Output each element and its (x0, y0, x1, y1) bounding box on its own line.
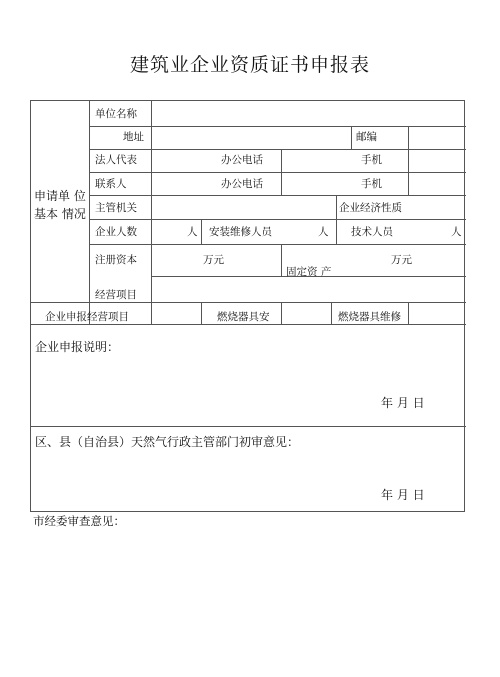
address-label: 地址 (123, 131, 144, 143)
postcode-label: 邮编 (356, 131, 377, 143)
date-label: 年 月 日 (381, 488, 425, 502)
employees-label: 企业人数 (95, 226, 137, 238)
col-divider (408, 149, 409, 195)
col-divider (281, 302, 282, 324)
technicians-unit: 人 (451, 226, 462, 238)
county-opinion-label: 区、县（自治县）天然气行政主管部门初审意见： (35, 435, 300, 449)
installers-label: 安装维修人员 (209, 226, 272, 238)
col-divider (408, 302, 409, 324)
unit-name-label: 单位名称 (95, 108, 137, 120)
economic-nature-label: 企业经济性质 (339, 202, 402, 214)
row-divider (89, 172, 466, 173)
col-divider (336, 195, 337, 219)
contact-label: 联系人 (95, 178, 127, 190)
col-divider (201, 302, 202, 324)
reg-capital-label: 注册资本 (95, 254, 137, 266)
col-divider (281, 244, 282, 276)
gas-install-label: 燃烧器具安 (217, 311, 270, 323)
col-divider (336, 219, 337, 244)
gas-repair-label: 燃烧器具维修 (338, 311, 401, 323)
reg-capital-unit: 万元 (203, 254, 224, 266)
employees-unit: 人 (187, 226, 198, 238)
row-divider (89, 244, 466, 245)
page-title: 建筑业企业资质证书申报表 (129, 54, 370, 76)
col-divider (151, 101, 152, 324)
section-divider (31, 426, 466, 427)
company-statement-label: 企业申报说明： (35, 340, 120, 354)
row-divider (89, 195, 466, 196)
supervisor-label: 主管机关 (95, 202, 137, 214)
row-divider (31, 302, 466, 303)
col-divider (89, 101, 90, 324)
technicians-label: 技术人员 (351, 226, 393, 238)
city-opinion-label: 市经委审查意见： (33, 514, 125, 528)
mobile-label: 手机 (361, 178, 382, 190)
mobile-label: 手机 (361, 154, 382, 166)
office-phone-label: 办公电话 (221, 178, 263, 190)
col-divider (281, 149, 282, 195)
col-divider (201, 219, 202, 244)
col-divider (408, 126, 409, 149)
declared-items-label: 企业申报经营项目 (45, 311, 129, 323)
row-divider (89, 149, 466, 150)
office-phone-label: 办公电话 (221, 154, 263, 166)
fixed-assets-unit: 万元 (391, 254, 412, 266)
application-form (30, 100, 465, 512)
side-label-line2: 基本 情况 (34, 207, 86, 221)
date-label: 年 月 日 (381, 396, 425, 410)
business-scope-label: 经营项目 (95, 289, 137, 301)
row-divider (89, 126, 466, 127)
installers-unit: 人 (318, 226, 329, 238)
col-divider (351, 126, 352, 149)
fixed-assets-label: 固定资 产 (286, 266, 332, 278)
col-divider (331, 302, 332, 324)
row-divider (89, 219, 466, 220)
side-label-line1: 申请单 位 (34, 189, 86, 203)
legal-rep-label: 法人代表 (95, 154, 137, 166)
row-divider (31, 324, 466, 325)
